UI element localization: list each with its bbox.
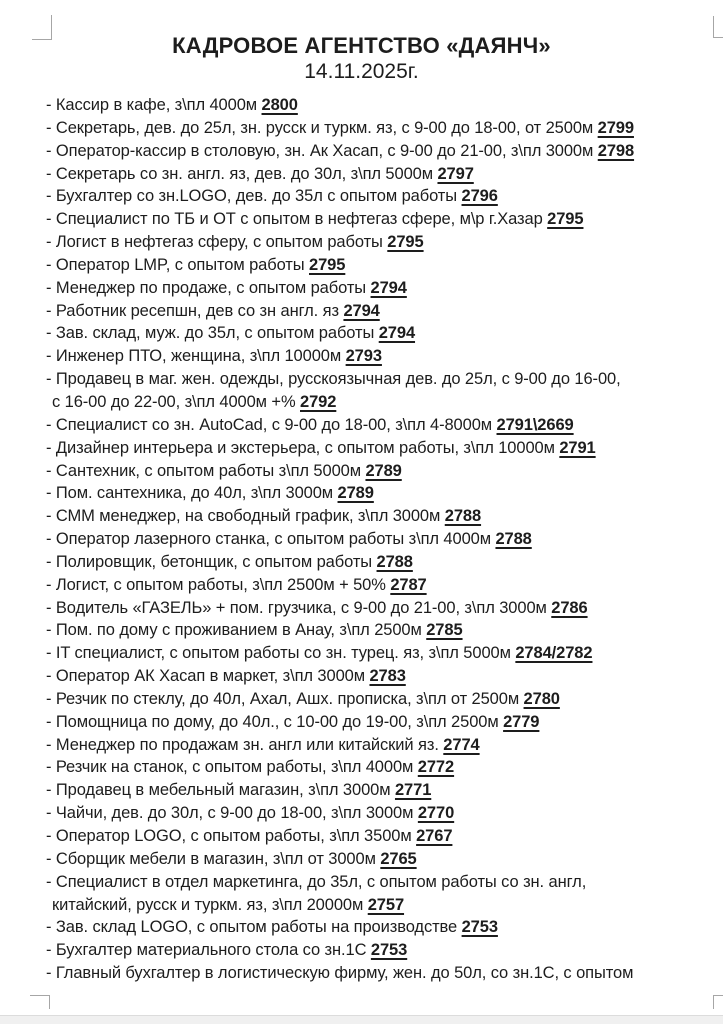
order-number: 2779	[503, 712, 540, 731]
job-text: - Менеджер по продаже, с опытом работы 2794	[46, 278, 407, 297]
list-item	[0, 597, 723, 620]
page-edge-strip	[0, 1015, 723, 1024]
job-list	[0, 94, 723, 985]
list-item	[0, 231, 723, 254]
job-text: - Дизайнер интерьера и экстерьера, с опытом работы, з\пл 10000м 2791	[46, 438, 596, 457]
list-item	[0, 208, 723, 231]
list-item	[0, 916, 723, 939]
order-number: 2784/2782	[515, 644, 593, 663]
job-text: - Сантехник, с опытом работы з\пл 5000м 2789	[46, 461, 402, 480]
order-number: 2767	[416, 827, 453, 845]
job-text: - Резчик на станок, с опытом работы, з\пл 4000м 2772	[46, 758, 455, 777]
job-text: - Специалист в отдел маркетинга, до 35л, с опытом работы со зн. англ,	[46, 872, 587, 891]
list-item	[0, 300, 723, 323]
list-item	[0, 574, 723, 597]
list-item	[0, 734, 723, 757]
list-item	[0, 642, 723, 665]
list-item	[0, 185, 723, 208]
job-text: - Водитель «ГАЗЕЛЬ» + пом. грузчика, с 9-00 до 21-00, з\пл 3000м 2786	[46, 598, 588, 617]
list-item	[0, 528, 723, 551]
order-number: 2757	[367, 895, 405, 914]
list-item	[0, 140, 723, 163]
order-number: 2797	[437, 164, 474, 183]
list-item	[0, 619, 723, 642]
order-number: 2753	[461, 918, 498, 937]
job-text: - Сборщик мебели в магазин, з\пл от 3000м 2765	[46, 849, 417, 868]
job-text: - Специалист по ТБ и ОТ с опытом в нефтегаз сфере, м\р г.Хазар 2795	[46, 210, 584, 229]
order-number: 2780	[523, 689, 560, 708]
order-number: 2799	[597, 118, 634, 137]
order-number: 2787	[390, 575, 427, 594]
page-corner-mark-bottom-right	[713, 995, 723, 1009]
order-number: 2789	[365, 461, 402, 480]
job-text: - Работник ресепшн, дев со зн англ. яз 2794	[46, 301, 380, 320]
list-item	[0, 437, 723, 460]
order-number: 2753	[370, 941, 408, 960]
order-number: 2785	[426, 621, 463, 640]
list-item	[0, 711, 723, 734]
order-number: 2794	[378, 324, 416, 343]
job-text: - Зав. склад LOGO, с опытом работы на производстве 2753	[46, 918, 498, 937]
job-text: - Пом. сантехника, до 40л, з\пл 3000м 2789	[46, 484, 374, 503]
job-text: - Бухгалтер со зн.LOGO, дев. до 35л с опытом работы 2796	[46, 187, 498, 206]
list-item	[0, 163, 723, 186]
list-item	[0, 482, 723, 505]
order-number: 2788	[495, 530, 532, 549]
order-number: 2789	[337, 484, 374, 503]
list-item	[0, 962, 723, 985]
order-number: 2800	[261, 96, 298, 114]
job-text: - Оператор LMP, с опытом работы 2795	[46, 255, 346, 274]
order-number: 2786	[551, 598, 588, 617]
list-item	[0, 825, 723, 848]
job-text: - Логист, с опытом работы, з\пл 2500м + 50% 2787	[46, 575, 427, 594]
job-text: - Логист в нефтегаз сферу, с опытом работы 2795	[46, 233, 424, 252]
job-text: - Менеджер по продажам зн. англ или китайский яз. 2774	[46, 735, 480, 754]
job-text: - Зав. склад, муж. до 35л, с опытом работы 2794	[46, 324, 416, 343]
order-number: 2798	[597, 141, 635, 160]
order-number: 2791	[559, 438, 596, 457]
list-item	[0, 277, 723, 300]
page-title: КАДРОВОЕ АГЕНТСТВО «ДАЯНЧ»	[172, 33, 551, 58]
list-item	[0, 779, 723, 802]
order-number: 2788	[376, 552, 413, 571]
order-number: 2771	[394, 781, 432, 800]
list-item	[0, 322, 723, 345]
order-number: 2791\2669	[496, 415, 574, 434]
job-text: - Оператор LOGO, с опытом работы, з\пл 3500м 2767	[46, 827, 453, 845]
job-text: - Помощница по дому, до 40л., с 10-00 до 19-00, з\пл 2500м 2779	[46, 712, 540, 731]
order-number: 2793	[345, 347, 382, 366]
job-text: - Пом. по дому с проживанием в Анау, з\пл 2500м 2785	[46, 621, 463, 640]
order-number: 2783	[369, 667, 406, 686]
page-corner-mark-bottom-left	[30, 995, 50, 1009]
list-item	[0, 848, 723, 871]
job-text-continuation: китайский, русск и туркм. яз, з\пл 20000м 2757	[52, 895, 405, 914]
job-text: - IT специалист, с опытом работы со зн. турец. яз, з\пл 5000м 2784/2782	[46, 644, 593, 663]
order-number: 2788	[444, 507, 482, 526]
list-item	[0, 254, 723, 277]
job-text: - Бухгалтер материального стола со зн.1С 2753	[46, 941, 408, 960]
job-text: - Кассир в кафе, з\пл 4000м 2800	[46, 96, 298, 114]
order-number: 2795	[309, 255, 346, 274]
order-number: 2774	[443, 735, 480, 754]
list-item	[0, 345, 723, 368]
order-number: 2794	[343, 301, 380, 320]
job-text: - Продавец в мебельный магазин, з\пл 3000м 2771	[46, 781, 432, 800]
list-item	[0, 414, 723, 437]
list-item	[0, 939, 723, 962]
job-text: - Главный бухгалтер в логистическую фирму, жен. до 50л, со зн.1С, с опытом	[46, 964, 634, 983]
job-text: - Полировщик, бетонщик, с опытом работы 2788	[46, 552, 413, 571]
page-corner-mark-top-right	[713, 16, 723, 38]
order-number: 2796	[461, 187, 498, 206]
list-item	[0, 368, 723, 414]
list-item	[0, 756, 723, 779]
order-number: 2794	[370, 278, 407, 297]
order-number: 2772	[417, 758, 455, 777]
order-number: 2795	[387, 233, 424, 252]
job-text: - Специалист со зн. AutoCad, с 9-00 до 18-00, з\пл 4-8000м 2791\2669	[46, 415, 574, 434]
list-item	[0, 665, 723, 688]
job-text: - Продавец в маг. жен. одежды, русскоязычная дев. до 25л, с 9-00 до 16-00,	[46, 370, 621, 389]
list-item	[0, 94, 723, 117]
job-text: - Секретарь, дев. до 25л, зн. русск и туркм. яз, с 9-00 до 18-00, от 2500м 2799	[46, 118, 634, 137]
job-text: - Чайчи, дев. до 30л, с 9-00 до 18-00, з\пл 3000м 2770	[46, 804, 455, 823]
order-number: 2792	[300, 392, 337, 411]
job-text-continuation: с 16-00 до 22-00, з\пл 4000м +% 2792	[52, 392, 337, 411]
order-number: 2770	[417, 804, 455, 823]
job-text: - Оператор-кассир в столовую, зн. Ак Хасап, с 9-00 до 21-00, з\пл 3000м 2798	[46, 141, 635, 160]
list-item	[0, 505, 723, 528]
page-corner-mark-top-left	[32, 15, 52, 40]
list-item	[0, 117, 723, 140]
order-number: 2795	[547, 210, 584, 229]
list-item	[0, 871, 723, 917]
job-text: - Оператор лазерного станка, с опытом работы з\пл 4000м 2788	[46, 530, 532, 549]
list-item	[0, 551, 723, 574]
job-text: - Оператор АК Хасап в маркет, з\пл 3000м 2783	[46, 667, 406, 686]
job-text: - Инженер ПТО, женщина, з\пл 10000м 2793	[46, 347, 382, 366]
job-text: - СММ менеджер, на свободный график, з\пл 3000м 2788	[46, 507, 482, 526]
list-item	[0, 802, 723, 825]
order-number: 2765	[380, 849, 417, 868]
job-text: - Секретарь со зн. англ. яз, дев. до 30л, з\пл 5000м 2797	[46, 164, 474, 183]
job-text: - Резчик по стеклу, до 40л, Ахал, Ашх. прописка, з\пл от 2500м 2780	[46, 689, 560, 708]
list-item	[0, 460, 723, 483]
document-header	[0, 32, 723, 85]
document-date: 14.11.2025г.	[304, 60, 419, 83]
list-item	[0, 688, 723, 711]
